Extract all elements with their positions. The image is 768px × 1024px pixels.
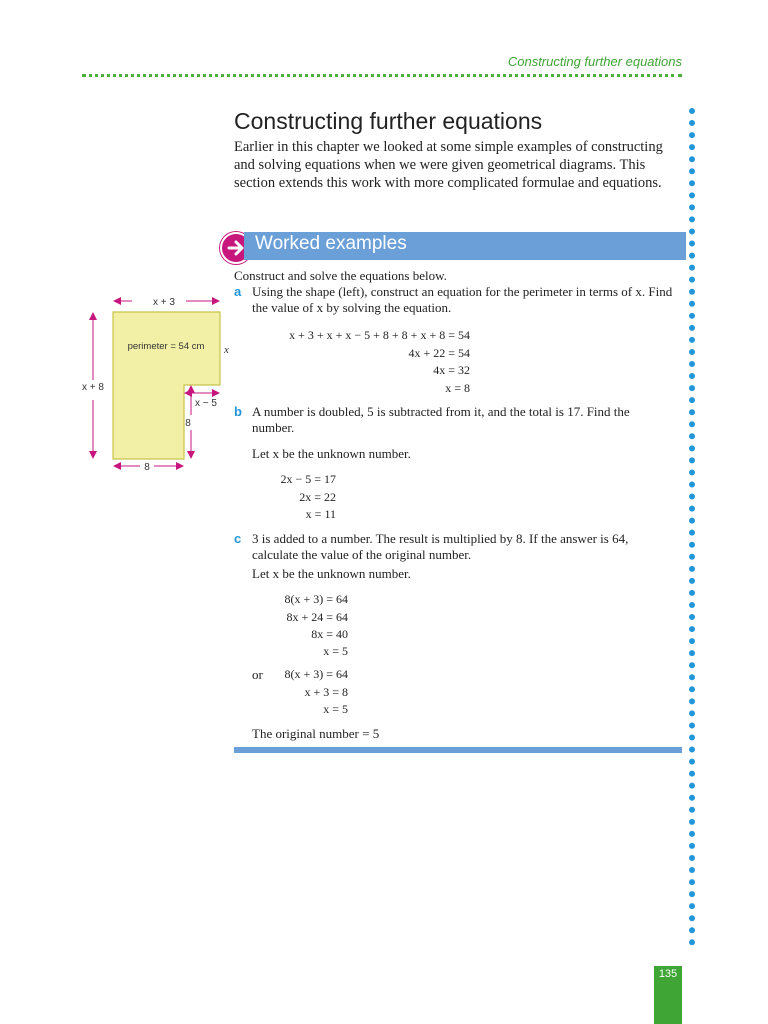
section-intro: Earlier in this chapter we looked at some simple examples of constructing and solving equations when we were given geometrical diagrams. This section extends this work with more complicated formulae and equations. <box>234 139 663 191</box>
part-c-text: 3 is added to a number. The result is multiplied by 8. If the answer is 64, calculate the value of the original number. <box>252 531 629 562</box>
page-number: 135 <box>654 966 682 1024</box>
part-a-line-2: 4x + 22 = 54 <box>408 346 470 360</box>
part-c-or: or <box>252 667 263 682</box>
part-c-alt-line-1: 8(x + 3) = 64 <box>284 667 348 681</box>
diagram-top-label: x + 3 <box>153 297 175 308</box>
part-c-alt-line-2: x + 3 = 8 <box>304 685 348 699</box>
part-c-line-2: 8x + 24 = 64 <box>286 610 348 624</box>
worked-instruction: Construct and solve the equations below. <box>234 268 447 283</box>
part-a-line-3: 4x = 32 <box>433 363 470 377</box>
part-c-label: c <box>234 531 242 546</box>
part-c-alt-line-3: x = 5 <box>323 702 348 716</box>
diagram-notch-label: x − 5 <box>195 398 217 409</box>
part-b-let: Let x be the unknown number. <box>252 446 411 461</box>
part-b-text: A number is doubled, 5 is subtracted from it, and the total is 17. Find the number. <box>252 404 630 435</box>
part-b-line-2: 2x = 22 <box>299 490 336 504</box>
part-b-line-1: 2x − 5 = 17 <box>280 472 336 486</box>
l-shape-diagram <box>74 290 244 485</box>
diagram-bottom-label: 8 <box>144 462 150 473</box>
l-shape <box>113 312 220 459</box>
part-c-answer: The original number = 5 <box>252 726 380 741</box>
part-c-line-4: x = 5 <box>323 644 348 658</box>
part-b-line-3: x = 11 <box>305 507 336 521</box>
section-bottom-rule <box>234 747 682 753</box>
running-header: Constructing further equations <box>507 54 682 69</box>
diagram-inner-label: perimeter = 54 cm <box>127 341 205 352</box>
section-title: Constructing further equations <box>234 108 543 134</box>
part-c-line-1: 8(x + 3) = 64 <box>284 592 348 606</box>
worked-examples-banner <box>244 232 686 260</box>
header-dotted-rule <box>82 74 682 77</box>
diagram-step-label: 8 <box>185 418 191 429</box>
diagram-right-label: x <box>224 344 229 356</box>
part-c-line-3: 8x = 40 <box>311 627 348 641</box>
part-a-label: a <box>234 284 242 299</box>
part-a-text: Using the shape (left), construct an equation for the perimeter in terms of x. Find the value of x by solving the equation. <box>252 284 673 315</box>
diagram-left-label: x + 8 <box>82 382 104 393</box>
part-a-line-4: x = 8 <box>445 381 470 395</box>
margin-dotted-rule <box>689 108 695 946</box>
part-a-line-1: x + 3 + x + x − 5 + 8 + 8 + x + 8 = 54 <box>289 328 470 342</box>
part-c-let: Let x be the unknown number. <box>252 566 411 581</box>
part-b-label: b <box>234 404 242 419</box>
worked-examples-heading: Worked examples <box>255 233 407 254</box>
